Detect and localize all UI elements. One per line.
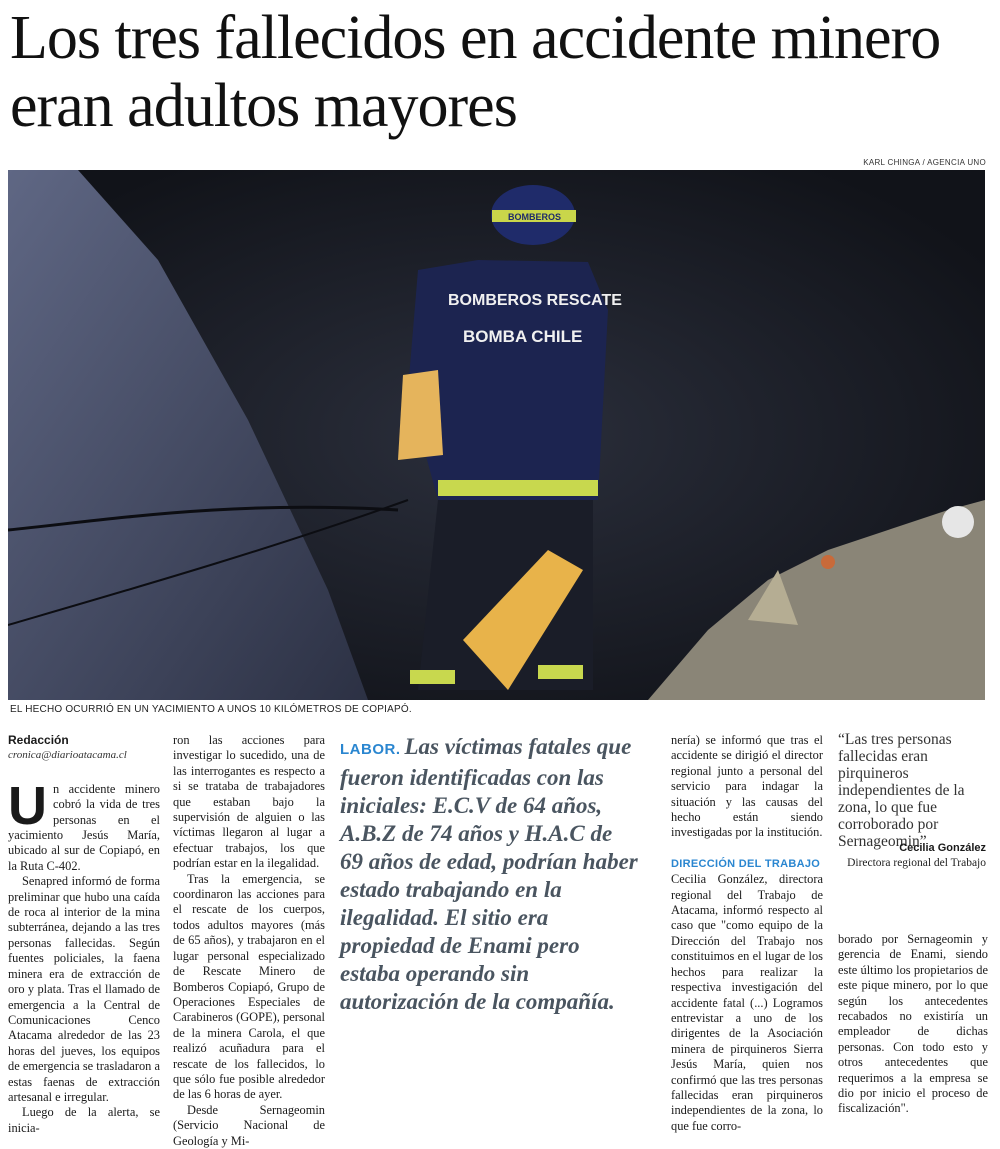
quote-author-role: Directora regional del Trabajo	[847, 857, 986, 869]
dropcap: U	[8, 775, 47, 836]
paragraph: ron las acciones para investigar lo sucedido, una de las interrogantes es respecto a si se trataba de trabajadores que estaban bajo la supervisión de alguien o las víctimas llegaron al lugar a efectuar trabajos, los que podrían estar en la ilegalidad.	[173, 733, 325, 871]
section-subhead: DIRECCIÓN DEL TRABAJO	[671, 857, 821, 870]
helmet-text: BOMBEROS	[508, 212, 562, 222]
news-photo	[8, 170, 985, 700]
jacket-text-line1: BOMBEROS RESCATE	[448, 292, 622, 309]
pull-quote: “Las tres personas fallecidas eran pirquineros independientes de la zona, lo que fue corroborado por Sernageomin”	[838, 731, 965, 850]
paragraph: borado por Sernageomin y gerencia de Enami, siendo este último los propietarios de este pique minero, por lo que según los antecedentes recabados no existiría un empleador de dichas personas. Con todo esto y otros antecedentes que requerimos a la empresa se dio por inicio el proceso de fiscalización".	[838, 932, 988, 1116]
paragraph: Senapred informó de forma preliminar que hubo una caída de roca al interior de la mina subterránea, dejando a las tres personas fallecidas. Según fuentes policiales, la faena minera era de extracción de oro y plata. Tras el llamado de emergencia a la Central de Comunicaciones Cenco Atacama alrededor de las 23 horas del jueves, los equipos de emergencia se trasladaron a estas faenas de extracción artesanal e irregular.	[8, 874, 160, 1104]
article-column-5	[838, 932, 988, 1117]
article-column-2	[173, 733, 325, 1149]
photo-credit: KARL CHINGA / AGENCIA UNO	[863, 158, 986, 167]
paragraph: nería) se informó que tras el accidente se dirigió el director regional junto a personal del servicio para indagar la situación y las causas del hecho están siendo investigadas por la institución.	[671, 733, 823, 840]
paragraph: Cecilia González, directora regional del Trabajo de Atacama, informó respecto al caso que "como equipo de la Dirección del Trabajo nos constituimos en el lugar de los hechos para realizar la respectiva investigación del accidente fatal (...) Logramos entrevistar a uno de los dirigentes de la Asociación minera de pirquineros Sierra Jesús María, quien nos confirmó que las tres personas fallecidas eran pirquineros independientes de la zona, lo que fue corro-	[671, 872, 823, 1133]
article-column-1	[8, 733, 160, 1136]
article-column-4	[671, 733, 823, 1134]
jacket-text-line2: BOMBA CHILE	[463, 327, 583, 346]
paragraph: Un accidente minero cobró la vida de tres personas en el yacimiento Jesús María, ubicado al sur de Copiapó, en la Ruta C-402.	[8, 775, 160, 873]
headline: Los tres fallecidos en accidente minero eran adultos mayores	[10, 4, 941, 140]
highlight-sidebar	[340, 733, 640, 1016]
paragraph: Tras la emergencia, se coordinaron las acciones para el rescate de los cuerpos, todos adultos mayores (más de 65 años), y trabajaron en el lugar personal especializado de Rescate Minero de Bomberos Copiapó, Grupo de Operaciones Especiales de Carabineros (GOPE), personal de la minera Carola, el que realizó acuñadura para el rescate de los fallecidos, lo que sólo fue posible alrededor de las 6 horas de ayer.	[173, 871, 325, 1102]
photo-caption: EL HECHO OCURRIÓ EN UN YACIMIENTO A UNOS 10 KILÓMETROS DE COPIAPÓ.	[10, 704, 412, 715]
quote-author: Cecilia González	[899, 842, 986, 854]
byline-name: Redacción	[8, 733, 69, 747]
sidebar-text: Las víctimas fatales que fueron identificadas con las iniciales: E.C.V de 64 años, A.B.Z de 74 años y H.A.C de 69 años de edad, podrían haber estado trabajando en la ilegalidad. El sitio era propiedad de Enami pero estaba operando sin autorización de la compañía.	[340, 734, 638, 1014]
paragraph: Desde Sernageomin (Servicio Nacional de Geología y Mi-	[173, 1102, 325, 1148]
byline-email[interactable]: cronica@diarioatacama.cl	[8, 749, 127, 762]
rescue-scene-illustration	[8, 170, 985, 700]
sidebar-kicker: LABOR.	[340, 741, 401, 758]
paragraph: Luego de la alerta, se inicia-	[8, 1105, 160, 1135]
